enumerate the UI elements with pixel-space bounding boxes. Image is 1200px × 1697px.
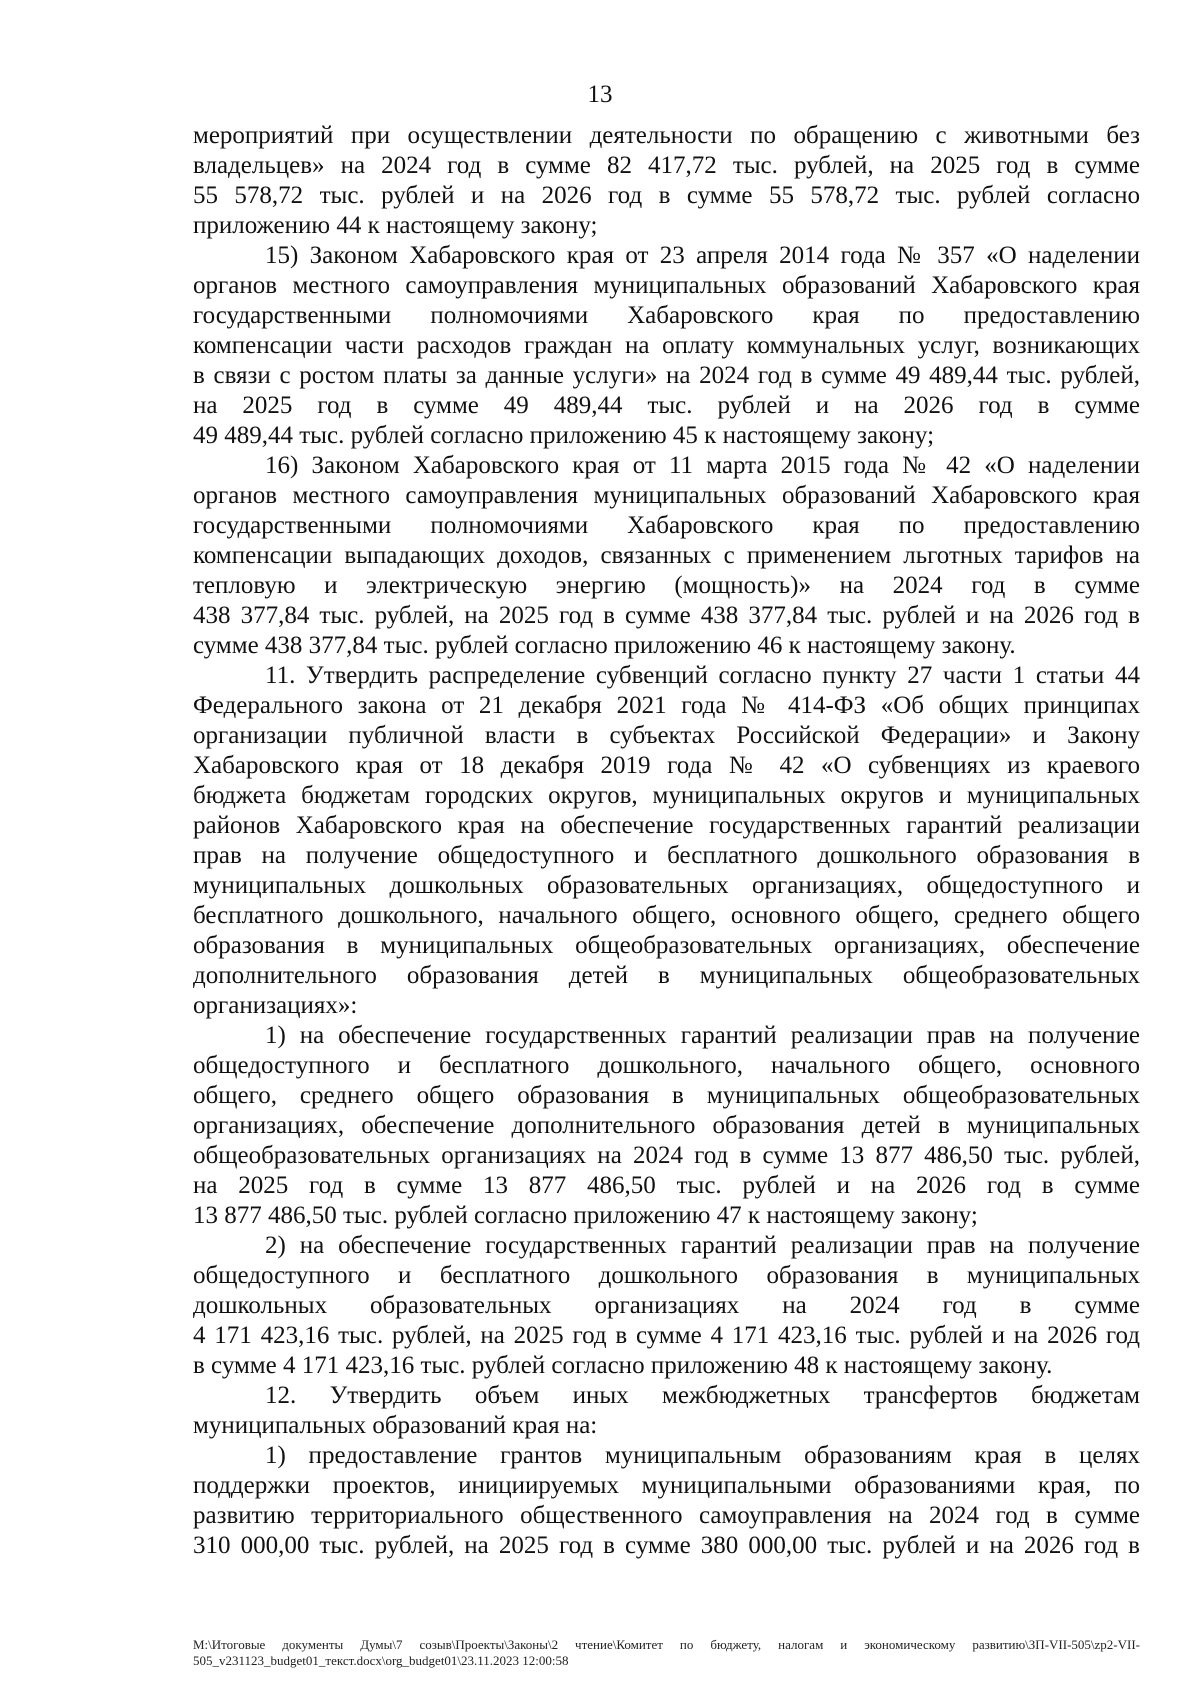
footer-line: 505_v231123_budget01_текст.docx\org_budget01\23.11.2023 12:00:58 — [193, 1653, 569, 1668]
file-path-footer — [193, 1637, 1140, 1669]
text-line: общеобразовательных организациях на 2024 год в сумме 13 877 486,50 тыс. рублей, — [193, 1142, 1140, 1169]
text-line: 13 877 486,50 тыс. рублей согласно приложению 47 к настоящему закону; — [193, 1202, 978, 1229]
text-line: государственными полномочиями Хабаровского края по предоставлению — [193, 512, 1140, 539]
text-line: 16) Законом Хабаровского края от 11 марта 2015 года № 42 «О наделении — [265, 452, 1140, 479]
text-line: в связи с ростом платы за данные услуги» на 2024 год в сумме 49 489,44 тыс. рублей, — [193, 362, 1140, 389]
text-line: организациях, обеспечение дополнительного образования детей в муниципальных — [193, 1112, 1140, 1139]
text-line: 4 171 423,16 тыс. рублей, на 2025 год в сумме 4 171 423,16 тыс. рублей и на 2026 год — [193, 1322, 1140, 1349]
text-line: органов местного самоуправления муниципальных образований Хабаровского края — [193, 482, 1140, 509]
text-line: поддержки проектов, инициируемых муниципальными образованиями края, по — [193, 1472, 1140, 1499]
text-line: Федерального закона от 21 декабря 2021 года № 414-ФЗ «Об общих принципах — [193, 692, 1140, 719]
text-line: мероприятий при осуществлении деятельности по обращению с животными без — [193, 122, 1140, 149]
text-line: дошкольных образовательных организациях на 2024 год в сумме — [193, 1292, 1140, 1319]
text-line: тепловую и электрическую энергию (мощность)» на 2024 год в сумме — [193, 572, 1140, 599]
text-line: районов Хабаровского края на обеспечение государственных гарантий реализации — [193, 812, 1140, 839]
text-line: государственными полномочиями Хабаровского края по предоставлению — [193, 302, 1140, 329]
text-line: на 2025 год в сумме 13 877 486,50 тыс. рублей и на 2026 год в сумме — [193, 1172, 1140, 1199]
text-line: Хабаровского края от 18 декабря 2019 года № 42 «О субвенциях из краевого — [193, 752, 1140, 779]
text-line: муниципальных дошкольных образовательных организациях, общедоступного и — [193, 872, 1140, 899]
text-line: общего, среднего общего образования в муниципальных общеобразовательных — [193, 1082, 1140, 1109]
text-line: бюджета бюджетам городских округов, муниципальных округов и муниципальных — [193, 782, 1140, 809]
text-line: 12. Утвердить объем иных межбюджетных трансфертов бюджетам — [265, 1382, 1140, 1409]
text-line: на 2025 год в сумме 49 489,44 тыс. рублей и на 2026 год в сумме — [193, 392, 1140, 419]
text-line: организациях»: — [193, 992, 358, 1019]
text-line: сумме 438 377,84 тыс. рублей согласно приложению 46 к настоящему закону. — [193, 632, 1016, 659]
text-line: образования в муниципальных общеобразовательных организациях, обеспечение — [193, 932, 1140, 959]
text-line: 2) на обеспечение государственных гарантий реализации прав на получение — [265, 1232, 1140, 1259]
page-number: 13 — [587, 81, 613, 108]
text-line: 49 489,44 тыс. рублей согласно приложению 45 к настоящему закону; — [193, 422, 935, 449]
text-line: 15) Законом Хабаровского края от 23 апреля 2014 года № 357 «О наделении — [265, 242, 1140, 269]
text-line: компенсации части расходов граждан на оплату коммунальных услуг, возникающих — [193, 332, 1140, 359]
text-line: муниципальных образований края на: — [193, 1412, 598, 1439]
text-line: развитию территориального общественного самоуправления на 2024 год в сумме — [193, 1502, 1140, 1529]
text-line: владельцев» на 2024 год в сумме 82 417,72 тыс. рублей, на 2025 год в сумме — [193, 152, 1140, 179]
document-body — [193, 121, 1140, 1561]
text-line: 1) на обеспечение государственных гарантий реализации прав на получение — [265, 1022, 1140, 1049]
text-line: прав на получение общедоступного и бесплатного дошкольного образования в — [193, 842, 1140, 869]
footer-line: M:\Итоговые документы Думы\7 созыв\Проекты\Законы\2 чтение\Комитет по бюджету, налогам и экономическому развитию\ЗП-VII-505\zp2-VII- — [193, 1637, 1140, 1652]
text-line: общедоступного и бесплатного дошкольного образования в муниципальных — [193, 1262, 1140, 1289]
text-line: компенсации выпадающих доходов, связанных с применением льготных тарифов на — [193, 542, 1140, 569]
text-line: 310 000,00 тыс. рублей, на 2025 год в сумме 380 000,00 тыс. рублей и на 2026 год в — [193, 1532, 1140, 1559]
text-line: приложению 44 к настоящему закону; — [193, 212, 598, 239]
text-line: 438 377,84 тыс. рублей, на 2025 год в сумме 438 377,84 тыс. рублей и на 2026 год в — [193, 602, 1140, 629]
text-line: органов местного самоуправления муниципальных образований Хабаровского края — [193, 272, 1140, 299]
text-line: 55 578,72 тыс. рублей и на 2026 год в сумме 55 578,72 тыс. рублей согласно — [193, 182, 1140, 209]
text-line: 11. Утвердить распределение субвенций согласно пункту 27 части 1 статьи 44 — [265, 662, 1140, 689]
text-line: в сумме 4 171 423,16 тыс. рублей согласно приложению 48 к настоящему закону. — [193, 1352, 1053, 1379]
text-line: бесплатного дошкольного, начального общего, основного общего, среднего общего — [193, 902, 1140, 929]
text-line: дополнительного образования детей в муниципальных общеобразовательных — [193, 962, 1140, 989]
text-line: организации публичной власти в субъектах Российской Федерации» и Закону — [193, 722, 1140, 749]
text-line: 1) предоставление грантов муниципальным образованиям края в целях — [265, 1442, 1140, 1469]
text-line: общедоступного и бесплатного дошкольного, начального общего, основного — [193, 1052, 1140, 1079]
